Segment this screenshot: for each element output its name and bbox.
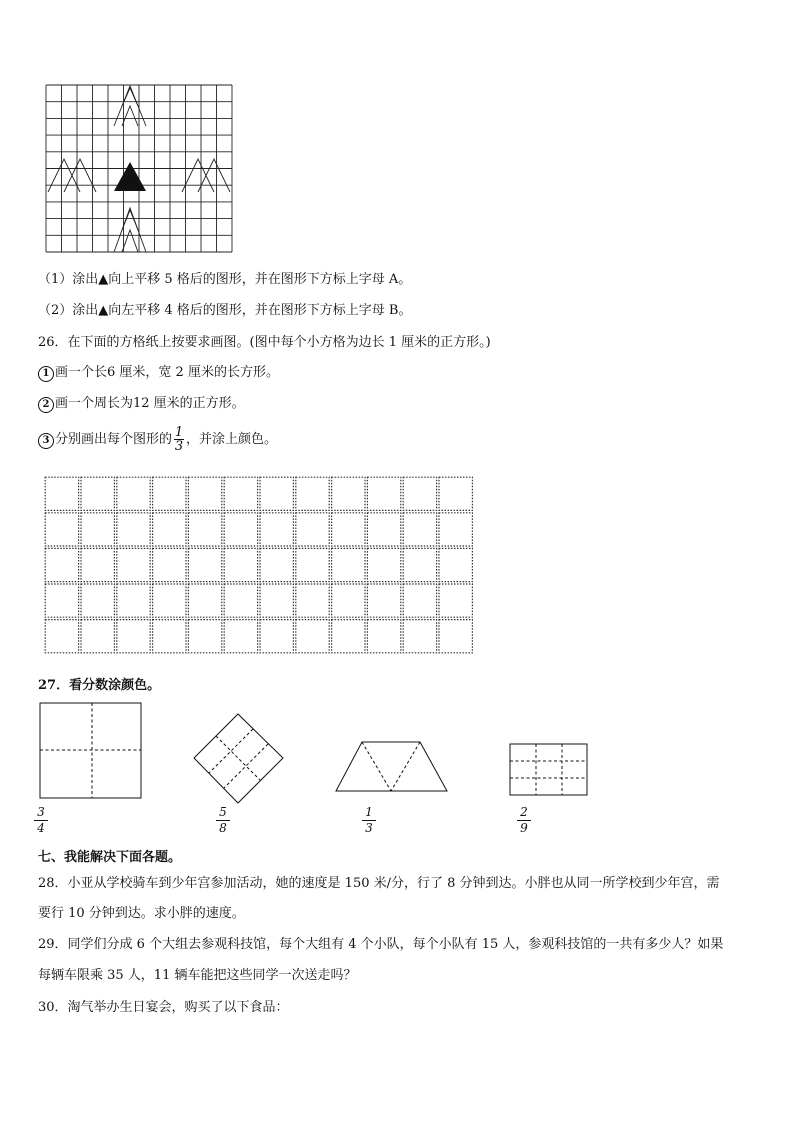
reference-triangle-outline-left bbox=[48, 159, 96, 192]
reference-triangle-outline-right bbox=[182, 159, 230, 192]
grid-cell bbox=[188, 513, 221, 546]
grid-cell bbox=[439, 477, 472, 510]
diamond-eighths bbox=[192, 712, 286, 806]
fraction-label-2 bbox=[216, 806, 230, 835]
circled-number: 3 bbox=[38, 433, 54, 449]
dotted-grid-paper bbox=[42, 474, 476, 656]
grid-cell bbox=[332, 620, 365, 653]
circled-number: 1 bbox=[38, 366, 54, 382]
q28-line1: 28．小亚从学校骑车到少年宫参加活动，她的速度是 150 米/分，行了 8 分钟到达。小胖也从同一所学校到少年宫，需 bbox=[38, 876, 720, 891]
grid-cell bbox=[332, 513, 365, 546]
grid-cell bbox=[296, 477, 329, 510]
grid-cell bbox=[153, 584, 186, 617]
grid-cell bbox=[367, 513, 400, 546]
q29-line2: 每辆车限乘 35 人，11 辆车能把这些同学一次送走吗？ bbox=[38, 968, 357, 983]
grid-cell bbox=[439, 513, 472, 546]
grid-cell bbox=[439, 584, 472, 617]
rectangle-ninths bbox=[508, 742, 590, 798]
grid-cell bbox=[81, 584, 114, 617]
grid-cell bbox=[439, 620, 472, 653]
grid-cell bbox=[296, 620, 329, 653]
grid-cell bbox=[81, 513, 114, 546]
grid-cell bbox=[296, 548, 329, 581]
grid-cell bbox=[81, 620, 114, 653]
q26-item1 bbox=[38, 365, 279, 382]
grid-cell bbox=[188, 477, 221, 510]
q29-line1: 29．同学们分成 6 个大组去参观科技馆，每个大组有 4 个小队，每个小队有 15 人，参观科技馆的一共有多少人？如果 bbox=[38, 937, 724, 952]
grid-cell bbox=[117, 620, 150, 653]
grid-cell bbox=[45, 548, 78, 581]
trapezoid-thirds bbox=[334, 740, 450, 794]
translation-grid bbox=[44, 84, 236, 254]
q26-item3-pre: 分别画出每个图形的 bbox=[55, 432, 173, 447]
denominator: 4 bbox=[37, 821, 45, 835]
grid-cell bbox=[188, 584, 221, 617]
square-quarters bbox=[38, 702, 144, 800]
grid-cell bbox=[403, 584, 436, 617]
grid-cell bbox=[296, 584, 329, 617]
fraction-numerator: 1 bbox=[174, 425, 184, 440]
grid-cell bbox=[403, 477, 436, 510]
grid-cell bbox=[332, 584, 365, 617]
grid-cell bbox=[224, 477, 257, 510]
grid-cell bbox=[188, 620, 221, 653]
fraction bbox=[174, 426, 184, 453]
grid-cell bbox=[296, 513, 329, 546]
grid-cell bbox=[224, 584, 257, 617]
grid-cell bbox=[367, 477, 400, 510]
grid-cell bbox=[367, 620, 400, 653]
grid-cell bbox=[260, 620, 293, 653]
grid-cell bbox=[224, 548, 257, 581]
grid-lines bbox=[46, 85, 232, 252]
grid-cell bbox=[224, 620, 257, 653]
grid-cell bbox=[224, 513, 257, 546]
q25-part1: （1）涂出▲向上平移 5 格后的图形，并在图形下方标上字母 A。 bbox=[38, 272, 412, 287]
numerator: 1 bbox=[365, 805, 373, 819]
numerator: 2 bbox=[520, 805, 528, 819]
grid-cell bbox=[403, 620, 436, 653]
grid-cell bbox=[260, 584, 293, 617]
q26-title: 26．在下面的方格纸上按要求画图。(图中每个小方格为边长 1 厘米的正方形。) bbox=[38, 335, 491, 350]
grid-cell bbox=[45, 620, 78, 653]
grid-cell bbox=[81, 477, 114, 510]
grid-cell bbox=[153, 513, 186, 546]
numerator: 3 bbox=[37, 805, 45, 819]
grid-cell bbox=[81, 548, 114, 581]
reference-triangle-outline-up bbox=[114, 86, 146, 126]
grid-cell bbox=[117, 477, 150, 510]
grid-cell bbox=[367, 584, 400, 617]
grid-cell bbox=[260, 513, 293, 546]
reference-triangle-outline-down bbox=[114, 208, 146, 252]
grid-cell bbox=[45, 584, 78, 617]
grid-cell bbox=[260, 548, 293, 581]
denominator: 3 bbox=[365, 821, 373, 835]
grid-cell bbox=[117, 513, 150, 546]
denominator: 9 bbox=[520, 821, 528, 835]
q28-line2: 要行 10 分钟到达。求小胖的速度。 bbox=[38, 906, 245, 921]
fraction-denominator: 3 bbox=[174, 439, 184, 454]
fraction-label-4 bbox=[517, 806, 531, 835]
q26-item2 bbox=[38, 396, 245, 413]
q26-item3 bbox=[38, 424, 277, 456]
q26-item2-text: 画一个周长为12 厘米的正方形。 bbox=[55, 396, 245, 411]
circled-number: 2 bbox=[38, 397, 54, 413]
grid-cell bbox=[367, 548, 400, 581]
grid-cell bbox=[332, 477, 365, 510]
grid-cell bbox=[45, 513, 78, 546]
grid-cell bbox=[45, 477, 78, 510]
fraction-label-3 bbox=[362, 806, 376, 835]
denominator: 8 bbox=[219, 821, 227, 835]
grid-cell bbox=[153, 620, 186, 653]
black-triangle bbox=[114, 162, 146, 191]
section-heading: 七、我能解决下面各题。 bbox=[38, 850, 182, 865]
grid-cell bbox=[117, 584, 150, 617]
fraction-label-1 bbox=[34, 806, 48, 835]
grid-cell bbox=[403, 548, 436, 581]
grid-cell bbox=[153, 548, 186, 581]
grid-cell bbox=[153, 477, 186, 510]
q27-title: 27．看分数涂颜色。 bbox=[38, 678, 161, 693]
q30-line1: 30．淘气举办生日宴会，购买了以下食品： bbox=[38, 1000, 289, 1015]
grid-cell bbox=[188, 548, 221, 581]
grid-cell bbox=[403, 513, 436, 546]
grid-cell bbox=[260, 477, 293, 510]
numerator: 5 bbox=[219, 805, 227, 819]
q25-part2: （2）涂出▲向左平移 4 格后的图形，并在图形下方标上字母 B。 bbox=[38, 303, 412, 318]
q26-item3-post: ，并涂上颜色。 bbox=[186, 432, 278, 447]
grid-cell bbox=[117, 548, 150, 581]
grid-cell bbox=[439, 548, 472, 581]
q26-item1-text: 画一个长6 厘米，宽 2 厘米的长方形。 bbox=[55, 365, 279, 380]
grid-cell bbox=[332, 548, 365, 581]
